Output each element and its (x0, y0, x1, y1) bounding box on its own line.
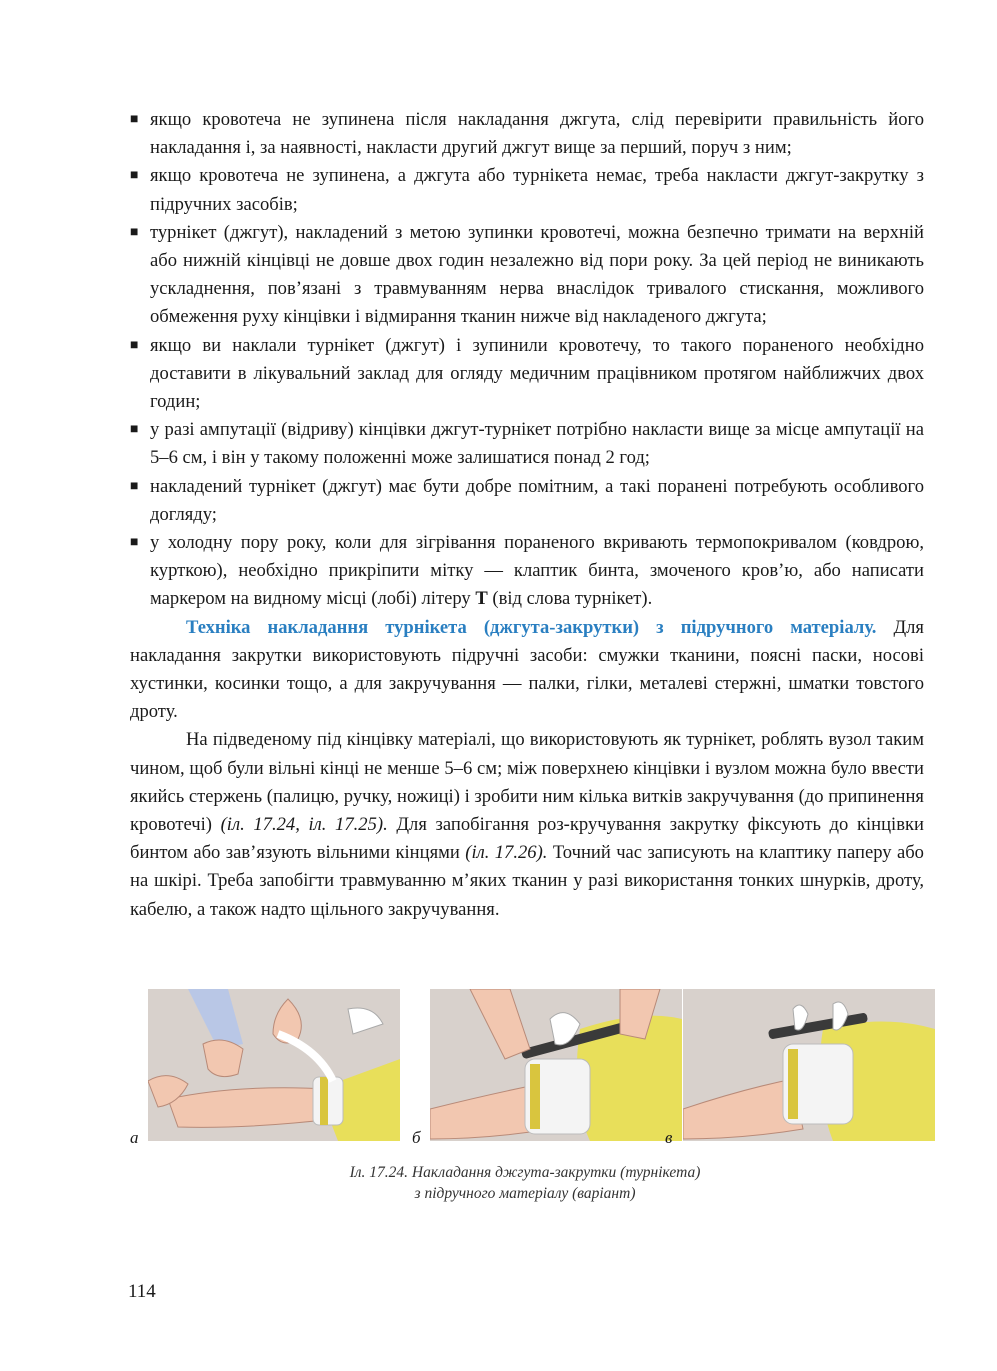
bullet-square-icon: ■ (130, 337, 139, 353)
main-text (130, 106, 924, 924)
list-item: ■ накладений турнікет (джгут) має бути добре помітним, а такі поранені потребують особливого догляду; (130, 473, 924, 529)
figure-caption: Іл. 17.24. Накладання джгута-закрутки (турнікета) з підручного матеріалу (варіант) (349, 1164, 701, 1202)
list-item: ■ якщо ви наклали турнікет (джгут) і зупинили кровотечу, то такого пораненого необхідно доставити в лікувальний заклад для огляду медичним працівником протягом найближчих двох годин; (130, 332, 924, 417)
illustration-b (430, 989, 682, 1141)
list-item: ■ турнікет (джгут), накладений з метою зупинки кровотечі, можна безпечно тримати на верхній або нижній кінцівці не довше двох годин незалежно від пори року. За цей період не виникають ускладнення, пов’язані з травмуванням нерва внаслідок тривалого стискання, можливого обмеження руху кінцівки і відмирання тканин нижче від накладеного джгута; (130, 219, 924, 332)
bold-letter: Т (475, 588, 488, 610)
illustration-c (683, 989, 935, 1141)
figure-label-b: б (412, 1128, 421, 1147)
illustration-a (148, 989, 400, 1141)
bullet-square-icon: ■ (130, 535, 139, 551)
figure-reference: (іл. 17.24, іл. 17.25). (220, 814, 388, 836)
section-heading: Техніка накладання турнікета (джгута-закрутки) з підручного матеріалу. (186, 616, 877, 638)
list-item: ■ у разі ампутації (відриву) кінцівки джгут-турнікет потрібно накласти вище за місце ампутації на 5–6 см, і він у такому положенні може залишатися понад 2 год; (130, 416, 924, 472)
paragraph-procedure: На підведеному під кінцівку матеріалі, що використовують як турнікет, роблять вузол таким чином, щоб були вільні кінці не менше 5–6 см; між поверхнею кінцівки і вузлом можна було ввести якийсь стержень (палицю, ручку, ножиці) і зробити ним кілька витків закручування (до припинення кровотечі) (іл. 17.24, іл. 17.25). Для запобігання роз-кручування закрутку фіксують до кінцівки бинтом або зав’язують вільними кінцями (іл. 17.26). Точний час записують на клаптику паперу або на шкірі. Треба запобігти травмуванню м’яких тканин у разі використання тонких шнурків, дроту, кабелю, а також надто щільного закручування. (130, 729, 924, 920)
bullet-square-icon: ■ (130, 168, 139, 184)
bullet-square-icon: ■ (130, 224, 139, 240)
list-item: ■ якщо кровотеча не зупинена після накладання джгута, слід перевірити правильність його накладання і, за наявності, накласти другий джгут вище за перший, поруч з ним; (130, 106, 924, 162)
paragraph-technique: Техніка накладання турнікета (джгута-закрутки) з підручного матеріалу. Для накладання закрутки використовують підручні засоби: смужки тканини, поясні паски, носові хустинки, косинки тощо, а для закручування — палки, гілки, металеві стержні, шматки товстого дроту. (130, 616, 924, 723)
figure-label-c: в (665, 1128, 673, 1147)
bullet-square-icon: ■ (130, 112, 139, 127)
figure-label-a: а (130, 1128, 139, 1147)
bullet-square-icon: ■ (130, 422, 139, 438)
figure-reference: (іл. 17.26). (465, 842, 548, 864)
list-item: ■ якщо кровотеча не зупинена, а джгута або турнікета немає, треба накласти джгут-закрутку з підручних засобів; (130, 162, 924, 218)
list-item: ■ у холодну пору року, коли для зігрівання пораненого вкривають термопокривалом (ковдрою, курткою), необхідно прикріпити мітку — клаптик бинта, змоченого кров’ю, або написати маркером на видному місці (лобі) літеру Т (від слова турнікет). (130, 529, 924, 614)
page-number: 114 (128, 1281, 156, 1302)
bullet-square-icon: ■ (130, 478, 139, 494)
